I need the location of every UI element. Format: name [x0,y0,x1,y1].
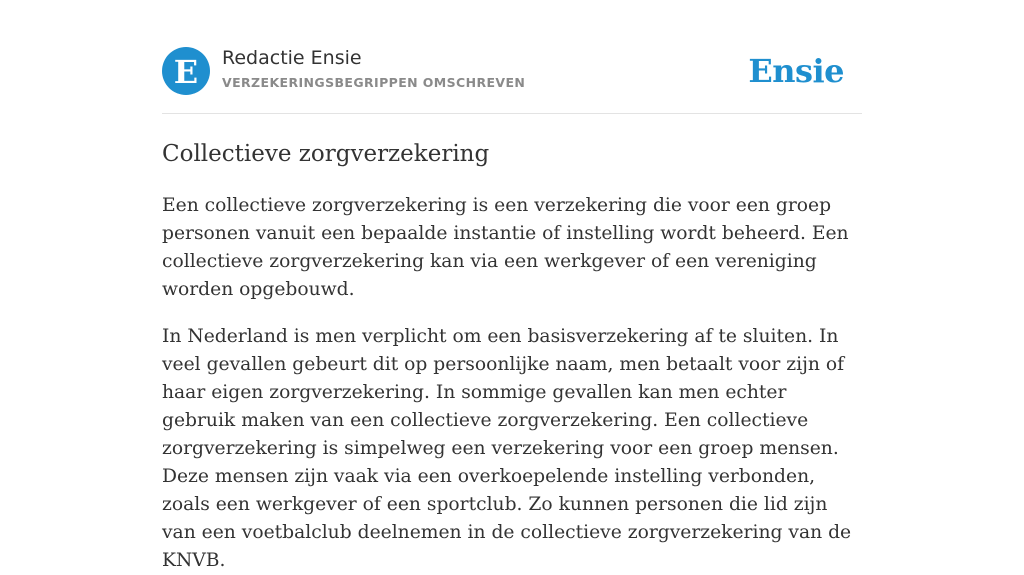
article-header [162,0,862,114]
avatar-letter: E [173,52,199,91]
content-container [162,0,862,575]
brand-logo[interactable]: Ensie [748,52,844,90]
author-tagline: VERZEKERINGSBEGRIPPEN OMSCHREVEN [222,75,526,90]
author-name[interactable]: Redactie Ensie [222,47,362,69]
article-paragraph: In Nederland is men verplicht om een basisverzekering af te sluiten. In veel gevallen gebeurt dit op persoonlijke naam, men betaalt voor zijn of haar eigen zorgverzekering. In sommige gevallen kan men echter gebruik maken van een collectieve zorgverzekering. Een collectieve zorgverzekering is simpelweg een verzekering voor een groep mensen. Deze mensen zijn vaak via een overkoepelende instelling verbonden, zoals een werkgever of een sportclub. Zo kunnen personen die lid zijn van een voetbalclub deelnemen in de collectieve zorgverzekering van de KNVB. [162,326,852,571]
article-title: Collectieve zorgverzekering [162,141,490,167]
author-avatar[interactable] [162,47,210,95]
article-paragraph: Een collectieve zorgverzekering is een verzekering die voor een groep personen vanuit een bepaalde instantie of instelling wordt beheerd. Een collectieve zorgverzekering kan via een werkgever of een vereniging worden opgebouwd. [162,195,849,300]
